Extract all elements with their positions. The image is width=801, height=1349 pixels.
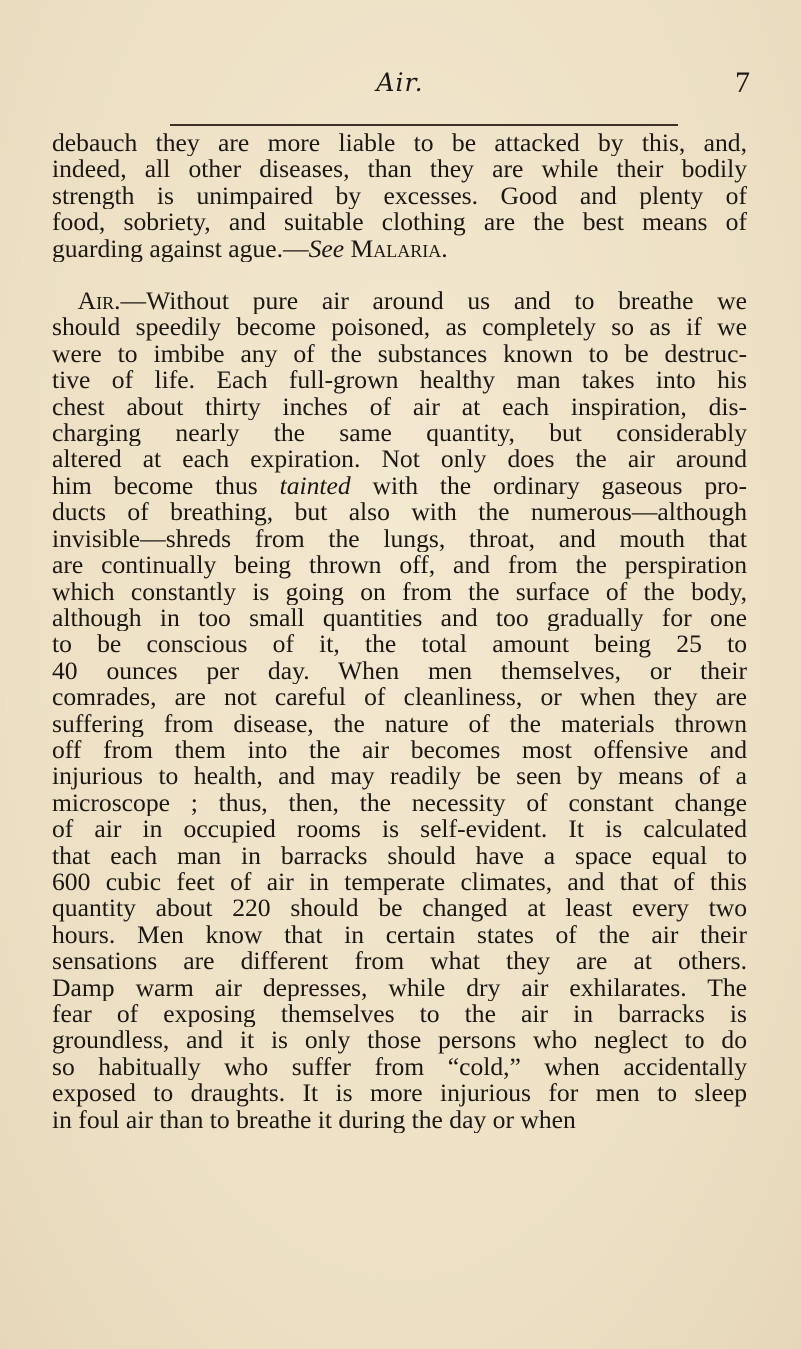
cross-reference-malaria: Malaria. — [350, 235, 448, 263]
see-word: See — [308, 235, 345, 263]
text-line: off from them into the air becomes most offensive and — [52, 736, 747, 764]
text-line: quantity about 220 should be changed at least every two — [52, 895, 747, 922]
text-line: fear of exposing themselves to the air in barracks is — [52, 1001, 747, 1028]
text-line: suffering from disease, the nature of the materials thrown — [52, 710, 747, 737]
text-line: sensations are different from what they are at others. — [52, 948, 747, 975]
text-line: ducts of breathing, but also with the numerous—although — [52, 499, 747, 526]
entry-heading-air: Air. — [77, 288, 121, 315]
text-line: groundless, and it is only those persons who neglect to do — [52, 1027, 747, 1054]
page-number: 7 — [735, 66, 750, 99]
text-line: comrades, are not careful of cleanliness, or when they are — [52, 684, 747, 711]
text-line: which constantly is going on from the surface of the body, — [52, 578, 747, 605]
text-line: hours. Men know that in certain states of the air their — [52, 921, 747, 949]
text-run: with the ordinary gaseous pro- — [350, 472, 747, 500]
text-run: —Without pure air around us and to breathe we — [120, 288, 747, 315]
text-line: 600 cubic feet of air in temperate climates, and that of this — [52, 868, 747, 896]
text-line: were to imbibe any of the substances known to be destruc- — [52, 340, 747, 368]
text-line: to be conscious of it, the total amount being 25 to — [52, 631, 747, 658]
text-line: that each man in barracks should have a space equal to — [52, 842, 747, 869]
text-line: 40 ounces per day. When men themselves, or their — [52, 657, 747, 685]
tainted-word: tainted — [279, 472, 351, 500]
text-line: microscope ; thus, then, the necessity of constant change — [52, 789, 747, 817]
running-head — [60, 68, 750, 108]
text-line: food, sobriety, and suitable clothing are the best means of — [52, 209, 747, 236]
text-line: of air in occupied rooms is self-evident. It is calculated — [52, 816, 747, 843]
body-text — [52, 130, 747, 1133]
text-line: should speedily become poisoned, as completely so as if we — [52, 314, 747, 341]
text-run: him become thus — [52, 472, 280, 500]
running-head-title: Air. — [376, 68, 424, 97]
text-line: charging nearly the same quantity, but considerably — [52, 420, 747, 447]
text-line: tive of life. Each full-grown healthy man takes into his — [52, 367, 747, 394]
header-rule — [170, 124, 678, 126]
text-line: altered at each expiration. Not only does the air around — [52, 446, 747, 473]
text-line: although in too small quantities and too gradually for one — [52, 604, 747, 632]
paragraph-ague — [52, 130, 747, 262]
text-line: in foul air than to breathe it during the day or when — [52, 1106, 576, 1134]
paragraph-air — [52, 288, 747, 1133]
text-line: strength is unimpaired by excesses. Good and plenty of — [52, 182, 747, 210]
text-line: invisible—shreds from the lungs, throat, and mouth that — [52, 525, 747, 553]
text-line: are continually being thrown off, and from the perspiration — [52, 552, 747, 579]
text-line: chest about thirty inches of air at each inspiration, dis- — [52, 393, 747, 421]
text-line: Damp warm air depresses, while dry air exhilarates. The — [52, 974, 747, 1001]
text-line: exposed to draughts. It is more injurious for men to sleep — [52, 1080, 747, 1107]
text-line: debauch they are more liable to be attacked by this, and, — [52, 130, 747, 157]
text-line: injurious to health, and may readily be seen by means of a — [52, 763, 747, 790]
text-run: guarding against ague.— — [52, 235, 309, 263]
text-line — [52, 288, 747, 314]
text-line — [52, 473, 747, 499]
text-line — [52, 236, 747, 262]
paragraph-gap — [52, 262, 747, 288]
text-line: so habitually who suffer from “cold,” when accidentally — [52, 1053, 747, 1081]
text-line: indeed, all other diseases, than they are while their bodily — [52, 156, 747, 183]
